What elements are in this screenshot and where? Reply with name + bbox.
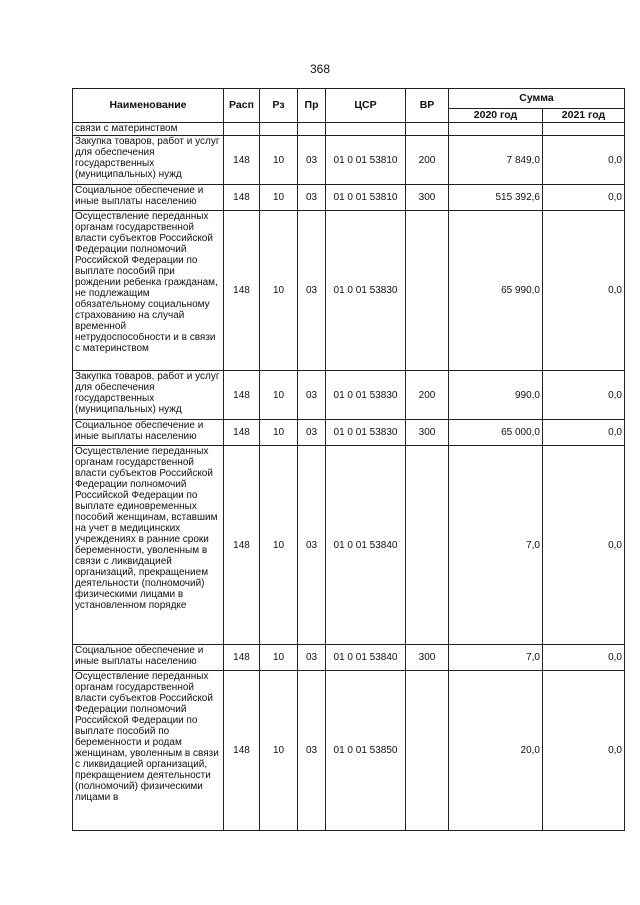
row-pr: [298, 123, 326, 136]
row-2020: 65 000,0: [449, 420, 543, 446]
row-2021: 0,0: [543, 185, 625, 211]
header-sum: Сумма: [449, 89, 625, 109]
row-csr: 01 0 01 53830: [326, 371, 406, 420]
row-pr: 03: [298, 645, 326, 671]
row-csr: 01 0 01 53830: [326, 211, 406, 371]
row-rasp: [224, 123, 260, 136]
row-csr: 01 0 01 53840: [326, 645, 406, 671]
table-row: [73, 446, 625, 645]
row-name: Социальное обеспечение и иные выплаты населению: [73, 185, 224, 211]
row-vr: [406, 446, 449, 645]
row-vr: [406, 671, 449, 831]
row-rasp: 148: [224, 371, 260, 420]
row-pr: 03: [298, 671, 326, 831]
row-rasp: 148: [224, 420, 260, 446]
row-csr: 01 0 01 53830: [326, 420, 406, 446]
row-2021: 0,0: [543, 420, 625, 446]
row-rasp: 148: [224, 645, 260, 671]
row-csr: [326, 123, 406, 136]
row-2020: 7 849,0: [449, 136, 543, 185]
row-name: Социальное обеспечение и иные выплаты населению: [73, 420, 224, 446]
page-number: 368: [309, 62, 331, 76]
row-vr: 300: [406, 645, 449, 671]
table-row: [73, 185, 625, 211]
table-row: [73, 671, 625, 831]
row-2020: [449, 123, 543, 136]
budget-table: [72, 88, 625, 831]
table-row: [73, 211, 625, 371]
row-rz: 10: [260, 185, 298, 211]
row-rz: 10: [260, 136, 298, 185]
row-csr: 01 0 01 53850: [326, 671, 406, 831]
row-2020: 65 990,0: [449, 211, 543, 371]
row-rasp: 148: [224, 136, 260, 185]
row-2021: 0,0: [543, 136, 625, 185]
table-row: [73, 371, 625, 420]
row-rasp: 148: [224, 211, 260, 371]
header-2020: 2020 год: [449, 109, 543, 123]
table-row: [73, 136, 625, 185]
row-rz: 10: [260, 211, 298, 371]
row-2020: 990,0: [449, 371, 543, 420]
row-pr: 03: [298, 136, 326, 185]
header-pr: Пр: [298, 89, 326, 123]
row-2021: 0,0: [543, 371, 625, 420]
row-pr: 03: [298, 420, 326, 446]
row-csr: 01 0 01 53810: [326, 185, 406, 211]
row-name: Осуществление переданных органам государственной власти субъектов Российской Федерации полномочий Российской Федерации по выплате единовременных пособий женщинам, вставшим на учет в медицинских учреждениях в ранние сроки беременности, уволенным в связи с ликвидацией организаций, прекращением деятельности (полномочий) физическими лицами в установленном порядке: [73, 446, 224, 645]
header-rasp: Расп: [224, 89, 260, 123]
header-name: Наименование: [73, 89, 224, 123]
table-row: [73, 420, 625, 446]
row-name: связи с материнством: [73, 123, 224, 136]
row-csr: 01 0 01 53810: [326, 136, 406, 185]
header-2021: 2021 год: [543, 109, 625, 123]
row-name: Осуществление переданных органам государственной власти субъектов Российской Федерации полномочий Российской Федерации по выплате пособий по беременности и родам женщинам, уволенным в связи с ликвидацией организаций, прекращением деятельности (полномочий) физическими лицами в: [73, 671, 224, 831]
row-pr: 03: [298, 211, 326, 371]
header-rz: Рз: [260, 89, 298, 123]
row-2021: 0,0: [543, 211, 625, 371]
header-vr: ВР: [406, 89, 449, 123]
row-vr: [406, 211, 449, 371]
row-rz: 10: [260, 446, 298, 645]
row-2020: 7,0: [449, 446, 543, 645]
row-vr: 200: [406, 371, 449, 420]
row-pr: 03: [298, 446, 326, 645]
row-rz: 10: [260, 645, 298, 671]
row-2020: 515 392,6: [449, 185, 543, 211]
row-2020: 20,0: [449, 671, 543, 831]
row-rasp: 148: [224, 185, 260, 211]
row-rz: 10: [260, 371, 298, 420]
row-name: Осуществление переданных органам государственной власти субъектов Российской Федерации полномочий Российской Федерации по выплате пособий при рождении ребенка гражданам, не подлежащим обязательному социальному страхованию на случай временной нетрудоспособности и в связи с материнством: [73, 211, 224, 371]
row-vr: 200: [406, 136, 449, 185]
row-vr: 300: [406, 420, 449, 446]
row-vr: [406, 123, 449, 136]
row-rasp: 148: [224, 671, 260, 831]
row-name: Социальное обеспечение и иные выплаты населению: [73, 645, 224, 671]
row-rz: 10: [260, 420, 298, 446]
row-rasp: 148: [224, 446, 260, 645]
table-row: [73, 645, 625, 671]
row-pr: 03: [298, 185, 326, 211]
row-name: Закупка товаров, работ и услуг для обеспечения государственных (муниципальных) нужд: [73, 371, 224, 420]
row-rz: 10: [260, 671, 298, 831]
row-2021: [543, 123, 625, 136]
row-2021: 0,0: [543, 446, 625, 645]
row-rz: [260, 123, 298, 136]
row-pr: 03: [298, 371, 326, 420]
row-2021: 0,0: [543, 671, 625, 831]
header-csr: ЦСР: [326, 89, 406, 123]
table-row: [73, 123, 625, 136]
row-vr: 300: [406, 185, 449, 211]
row-name: Закупка товаров, работ и услуг для обеспечения государственных (муниципальных) нужд: [73, 136, 224, 185]
row-2021: 0,0: [543, 645, 625, 671]
row-csr: 01 0 01 53840: [326, 446, 406, 645]
row-2020: 7,0: [449, 645, 543, 671]
